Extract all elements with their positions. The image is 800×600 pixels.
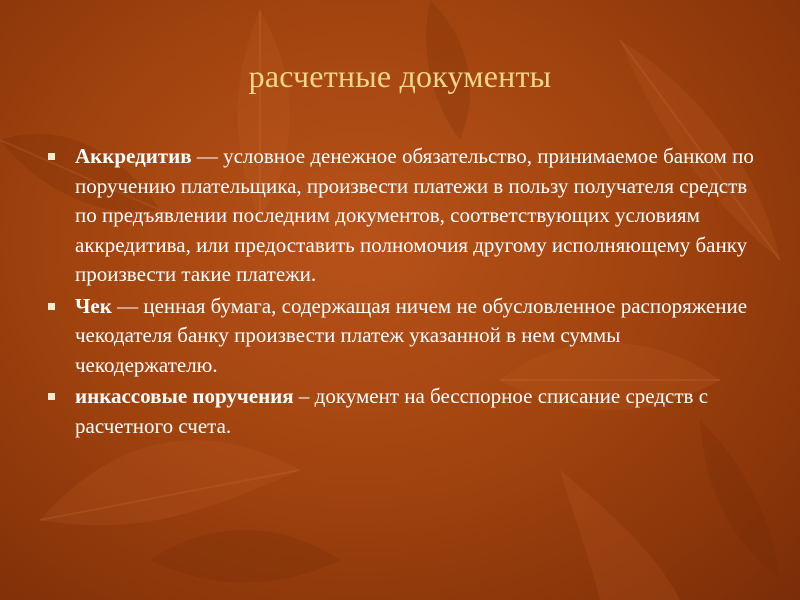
bullet-text: — ценная бумага, содержащая ничем не обусловленное распоряжение чекодателя банку произвести платеж указанной в нем суммы чекодержателю. [75, 293, 748, 377]
slide-title: расчетные документы [248, 58, 552, 94]
bullet-text: – документ на бесспорное списание средств с расчетного счета. [75, 384, 709, 438]
square-bullet-icon [48, 393, 55, 400]
bullet-term: Чек [75, 293, 112, 318]
bullet-list [48, 142, 768, 443]
square-bullet-icon [48, 303, 55, 310]
bullet-item-check [48, 292, 768, 381]
bullet-item-accreditive [48, 142, 768, 290]
bullet-term: инкассовые поручения [75, 384, 294, 408]
bullet-item-collection-orders [48, 382, 768, 441]
bullet-term: Аккредитив [75, 144, 192, 168]
bullet-text: — условное денежное обязательство, принимаемое банком по поручению плательщика, произвести платежи в пользу получателя средств по предъявлении последним документов, соответствующих условиям аккредитива, или предоставить полномочия другому исполняющему банку произвести такие платежи. [75, 144, 754, 286]
square-bullet-icon [48, 153, 55, 160]
